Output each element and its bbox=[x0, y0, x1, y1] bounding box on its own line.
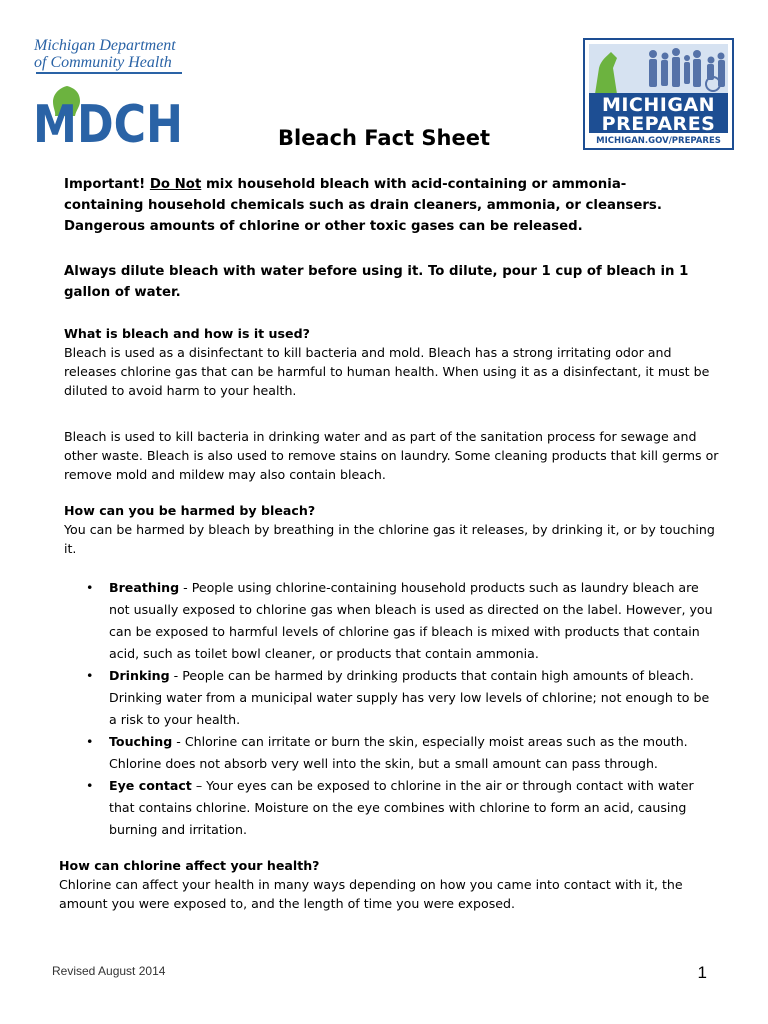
list-item-term: Drinking bbox=[109, 668, 170, 683]
section-what-is-bleach bbox=[64, 324, 724, 400]
people-silhouettes-icon bbox=[589, 44, 728, 96]
important-lead: Important! bbox=[64, 177, 146, 192]
list-item bbox=[86, 665, 716, 731]
paragraph: Bleach is used as a disinfectant to kill bacteria and mold. Bleach has a strong irritating odor and releases chlorine gas that can be harmful to human health. When using it as a disinfectant, it must be diluted to avoid harm to your health. bbox=[64, 345, 710, 398]
list-item-text: People can be harmed by drinking products that contain high amounts of bleach. Drinking water from a municipal water supply has very low levels of chlorine; not enough to be a risk to your health. bbox=[109, 668, 710, 727]
list-item bbox=[86, 775, 716, 841]
page-title: Bleach Fact Sheet bbox=[277, 126, 490, 150]
list-item-term: Breathing bbox=[109, 580, 180, 595]
list-item-text: Chlorine can irritate or burn the skin, especially moist areas such as the mouth. Chlorine does not absorb very well into the skin, but a small amount can pass through. bbox=[109, 734, 688, 771]
bullet-icon: • bbox=[86, 668, 94, 683]
mdch-mark-text: MDCH bbox=[33, 95, 183, 155]
section-chlorine-health bbox=[59, 856, 719, 913]
important-warning bbox=[64, 174, 704, 237]
list-item-sep: - bbox=[172, 734, 185, 749]
mp-logo-url: MICHIGAN.GOV/PREPARES bbox=[596, 136, 721, 146]
list-item-sep: - bbox=[169, 668, 183, 683]
mp-word-prepares: PREPARES bbox=[601, 113, 716, 135]
mdch-tagline-line1: Michigan Department bbox=[34, 37, 176, 54]
section-heading: What is bleach and how is it used? bbox=[64, 326, 310, 341]
bullet-icon: • bbox=[86, 778, 94, 793]
mdch-logo-tagline bbox=[34, 37, 194, 71]
list-item bbox=[86, 731, 716, 775]
revision-date: Revised August 2014 bbox=[52, 964, 166, 978]
bullet-icon: • bbox=[86, 734, 94, 749]
list-item-term: Touching bbox=[109, 734, 173, 749]
paragraph: Chlorine can affect your health in many ways depending on how you came into contact with it, the amount you were exposed to, and the length of time you were exposed. bbox=[59, 877, 683, 911]
list-item-text: People using chlorine-containing household products such as laundry bleach are not usually exposed to chlorine gas when bleach is used as directed on the label. However, you can be exposed to harmful levels of chlorine gas if bleach is mixed with products that contain acid, such as toilet bowl cleaner, or products that contain ammonia. bbox=[109, 580, 713, 661]
exposure-list bbox=[86, 577, 716, 841]
mdch-tagline-line2: of Community Health bbox=[34, 54, 172, 71]
michigan-map-icon bbox=[595, 52, 617, 94]
list-item-sep: – bbox=[191, 778, 207, 793]
list-item bbox=[86, 577, 716, 665]
dilute-instruction: Always dilute bleach with water before using it. To dilute, pour 1 cup of bleach in 1 gallon of water. bbox=[64, 264, 689, 300]
bullet-icon: • bbox=[86, 580, 94, 595]
list-item-text: Your eyes can be exposed to chlorine in the air or through contact with water that contains chlorine. Moisture on the eye combines with chlorine to form an acid, causing burning and irritation. bbox=[109, 778, 694, 837]
section-heading: How can you be harmed by bleach? bbox=[64, 503, 316, 518]
do-not-emphasis: Do Not bbox=[149, 177, 202, 192]
paragraph: You can be harmed by bleach by breathing in the chlorine gas it releases, by drinking it, or by touching it. bbox=[64, 522, 715, 556]
mdch-logo-rule bbox=[36, 72, 182, 74]
section-heading: How can chlorine affect your health? bbox=[59, 858, 320, 873]
important-rest: mix household bleach with acid-containing or ammonia-containing household chemicals such as drain cleaners, ammonia, or cleansers. Dangerous amounts of chlorine or other toxic gases can be released. bbox=[64, 177, 662, 234]
paragraph: Bleach is used to kill bacteria in drinking water and as part of the sanitation process for sewage and other waste. Bleach is also used to remove stains on laundry. Some cleaning products that kill germs or remove mold and mildew may also contain bleach. bbox=[64, 429, 719, 482]
list-item-sep: - bbox=[179, 580, 192, 595]
page-number: 1 bbox=[697, 963, 707, 982]
section-how-harmed bbox=[64, 501, 724, 558]
mp-word-michigan: MICHIGAN bbox=[601, 94, 716, 116]
list-item-term: Eye contact bbox=[109, 778, 192, 793]
